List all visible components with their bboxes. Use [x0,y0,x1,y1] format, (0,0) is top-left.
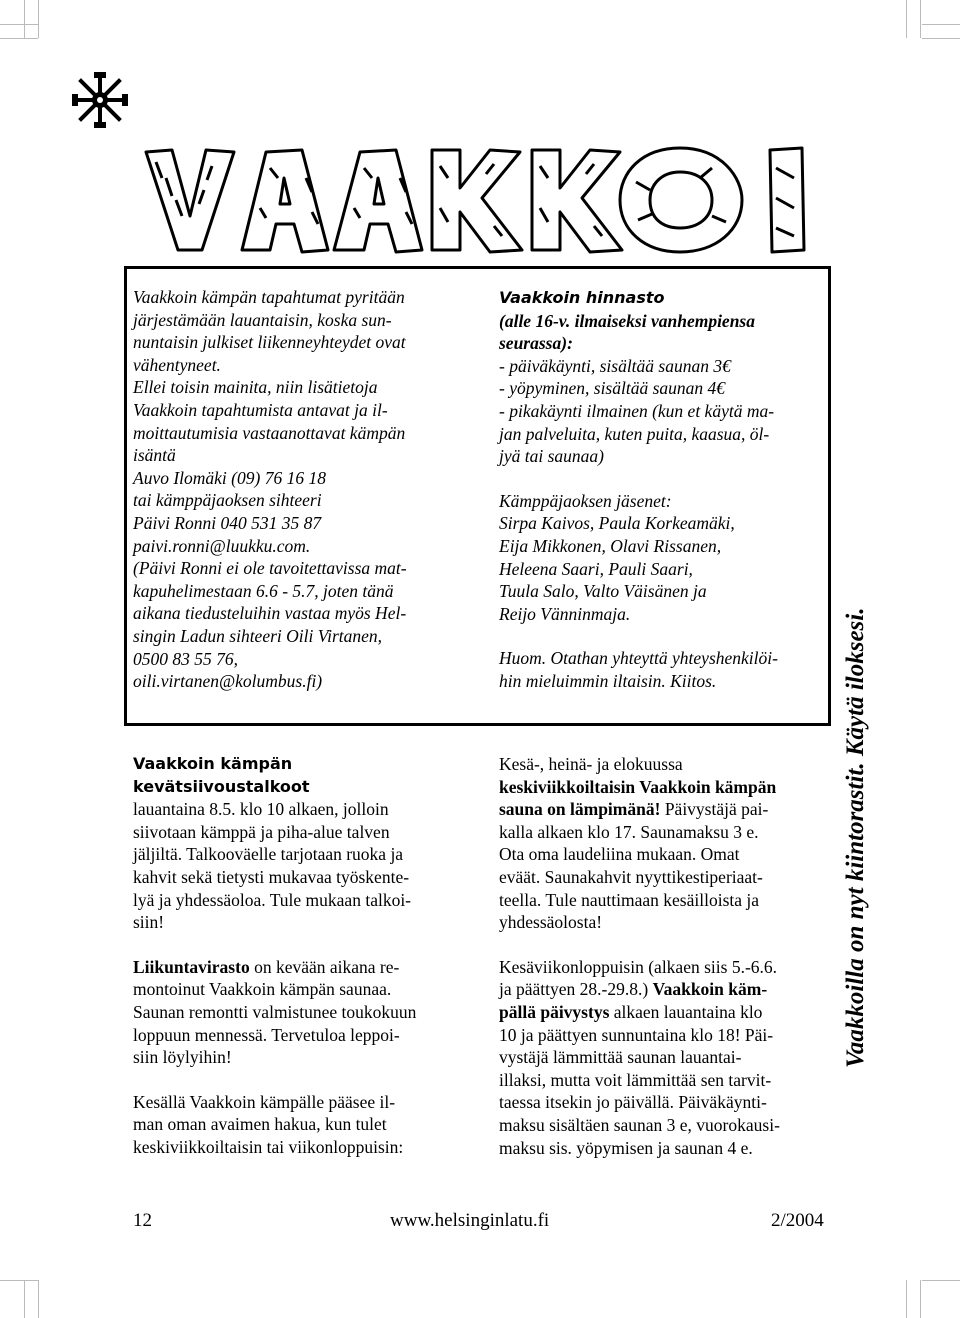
text-line: kahvit sekä tietysti mukavaa työskente- [133,866,410,887]
text-line: kalla alkaen klo 17. Saunamaksu 3 e. [499,821,759,842]
text-line: man oman avaimen hakua, kun tulet [133,1114,387,1135]
text-line: Ellei toisin mainita, niin lisätietoja [133,377,378,398]
crop-mark [906,0,907,38]
email-link[interactable]: oili.virtanen@kolumbus.fi) [133,671,323,692]
text-line: Kesällä Vaakkoin kämpälle pääsee il- [133,1091,396,1112]
pricing-subtitle: (alle 16-v. ilmaiseksi vanhempiensa [499,310,755,331]
text-line: siivotaan kämppä ja piha-alue talven [133,821,390,842]
text-line: montoinut Vaakkoin kämpän saunaa. [133,979,392,1000]
text-line: moittautumisia vastaanottavat kämpän [133,422,406,443]
text-line: 10 ja päättyen sunnuntaina klo 18! Päi- [499,1024,774,1045]
text-line: Kesä-, heinä- ja elokuussa [499,754,683,774]
article-heading: kevätsiivoustalkoot [133,776,310,796]
members-line: Heleena Saari, Pauli Saari, [499,558,693,579]
text-line: Vaakkoin tapahtumista antavat ja il- [133,399,388,420]
text-fragment: Päivystäjä pai- [660,799,769,820]
text-line: singin Ladun sihteeri Oili Virtanen, [133,625,383,646]
crop-mark [24,1280,25,1318]
text-line: maksu sisältäen saunan 3 e, vuorokausi- [499,1114,780,1135]
pricing-line: - pikakäynti ilmainen (kun et käytä ma- [499,400,775,421]
text-line: maksu sis. yöpymisen ja saunan 4 e. [499,1137,753,1158]
text-line: jäljiltä. Talkooväelle tarjotaan ruoka ja [133,844,404,865]
text-line: nuntaisin julkiset liikenneyhteydet ovat [133,332,406,353]
text-line [133,956,478,979]
pricing-line: jyä tai saunaa) [499,446,604,467]
text-fragment: ja päättyen 28.-29.8.) [499,979,653,1000]
text-line: isäntä [133,445,176,466]
text-line: lyä ja yhdessäoloa. Tule mukaan talkoi- [133,889,412,910]
crop-mark [38,1280,39,1318]
bold-lead: pällä päivystys [499,1001,610,1022]
article-heading: Vaakkoin kämpän [133,754,293,773]
members-line: Eija Mikkonen, Olavi Rissanen, [499,535,722,556]
text-line: Saunan remontti valmistunee toukokuun [133,1001,417,1022]
text-line: tai kämppäjaoksen sihteeri [133,490,322,511]
crop-mark [0,38,38,39]
text-fragment: on kevään aikana re- [249,956,400,977]
info-box-left-column [133,286,473,693]
members-line: Sirpa Kaivos, Paula Korkeamäki, [499,513,735,534]
text-line: vähentyneet. [133,354,221,375]
text-line: teella. Tule nauttimaan kesäilloista ja [499,889,760,910]
pricing-subtitle: seurassa): [499,333,573,354]
text-line: Ota oma laudeliina mukaan. Omat [499,844,740,865]
text-line: lauantaina 8.5. klo 10 alkaen, jolloin [133,799,389,820]
crop-mark [0,1280,38,1281]
crop-mark [922,24,960,25]
crop-mark [922,1280,960,1281]
text-line [499,978,829,1001]
text-line: siin! [133,912,165,933]
text-line: Kesäviikonloppuisin (alkaen siis 5.-6.6. [499,956,778,977]
lower-right-column [499,753,829,1159]
pricing-line: - yöpyminen, sisältää saunan 4€ [499,378,726,399]
text-line: järjestämään lauantaisin, koska sun- [133,309,392,330]
lower-left-column [133,753,478,1159]
members-line: Kämppäjaoksen jäsenet: [499,490,672,511]
footer-url[interactable]: www.helsinginlatu.fi [390,1210,550,1231]
text-line: taessa itsekin jo päivällä. Päiväkäynti- [499,1092,767,1113]
bold-lead: sauna on lämpimänä! [499,799,661,820]
crop-mark [0,24,38,25]
text-line: keskiviikkoiltaisin tai viikonloppuisin: [133,1136,404,1157]
crop-mark [38,0,39,38]
text-line: eväät. Saunakahvit nyyttikestiperiaat- [499,866,763,887]
issue-number: 2/2004 [771,1210,824,1231]
members-line: Tuula Salo, Valto Väisänen ja [499,581,707,602]
bold-lead: Liikuntavirasto [133,956,250,977]
crop-mark [906,1280,907,1318]
text-line: Vaakkoin kämpän tapahtumat pyritään [133,287,405,307]
crop-mark [920,0,921,38]
email-link[interactable]: paivi.ronni@luukku.com. [133,535,311,556]
pricing-line: - päiväkäynti, sisältää saunan 3€ [499,355,731,376]
text-line: 0500 83 55 76, [133,648,238,669]
text-line: keskiviikkoiltaisin Vaakkoin kämpän [499,776,777,797]
note-line: Huom. Otathan yhteyttä yhteyshenkilöi- [499,648,778,669]
text-fragment: alkaen lauantaina klo [609,1001,763,1022]
page-number: 12 [133,1210,152,1231]
crop-mark [920,1280,921,1318]
note-line: hin mieluimmin iltaisin. Kiitos. [499,670,717,691]
crop-mark [922,38,960,39]
text-line: vystäjä lämmittää saunan lauantai- [499,1047,742,1068]
text-line: siin löylyihin! [133,1047,232,1068]
sidebar-vertical-text: Vaakkoilla on nyt kiintorastit. Käytä iloksesi. [842,607,869,1068]
pricing-title: Vaakkoin hinnasto [499,288,665,307]
text-line: Päivi Ronni 040 531 35 87 [133,512,322,533]
pricing-line: jan palveluita, kuten puita, kaasua, öl- [499,423,770,444]
snowflake-icon [70,70,130,130]
members-line: Reijo Vänninmaja. [499,603,631,624]
text-line: kapuhelimestaan 6.6 - 5.7, joten tänä [133,580,394,601]
info-box-right-column [499,287,824,693]
text-line: Auvo Ilomäki (09) 76 16 18 [133,467,326,488]
text-line: aikana tiedusteluihin vastaa myös Hel- [133,603,407,624]
title-logo [142,138,832,258]
text-line: illaksi, mutta voit lämmittää sen tarvit- [499,1069,772,1090]
text-line: yhdessäolosta! [499,912,603,933]
text-line: (Päivi Ronni ei ole tavoitettavissa mat- [133,558,407,579]
crop-mark [24,0,25,38]
text-line: loppuun mennessä. Tervetuloa leppoi- [133,1024,400,1045]
bold-lead: Vaakkoin käm- [652,979,768,1000]
text-line [499,798,829,821]
text-line [499,1001,829,1024]
